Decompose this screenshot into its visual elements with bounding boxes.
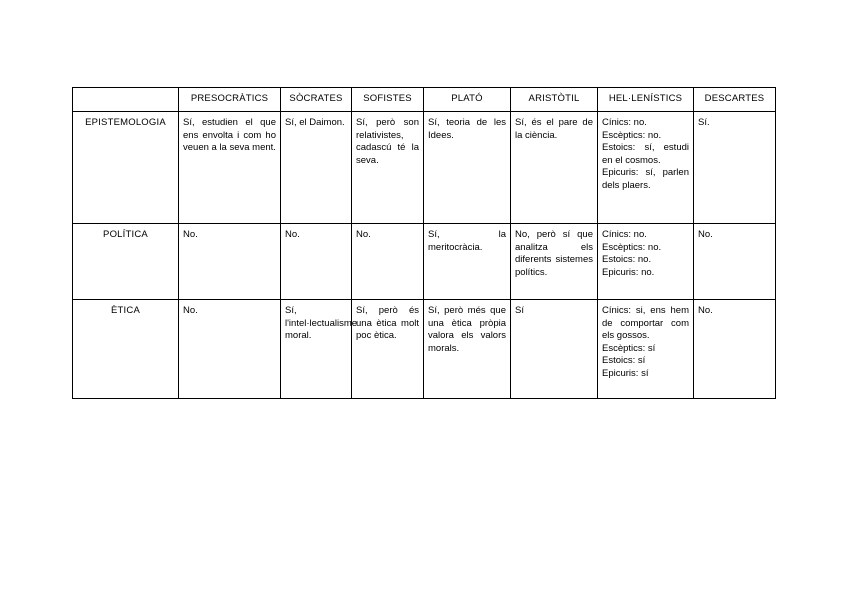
cell-text: Cínics: no. xyxy=(602,117,647,128)
header-cell-empty xyxy=(73,88,179,112)
table-cell xyxy=(424,300,511,399)
cell-text: Epicuris: sí xyxy=(602,367,649,379)
table-row xyxy=(73,300,776,399)
cell-text: Sí, l'intel·lectualisme moral. xyxy=(285,305,358,341)
table-cell xyxy=(694,112,776,224)
table-cell xyxy=(179,112,281,224)
table-cell xyxy=(352,224,424,300)
cell-text: Escèptics: sí xyxy=(602,342,656,354)
table-cell xyxy=(598,224,694,300)
header-cell: SOFISTES xyxy=(352,88,424,112)
table-row xyxy=(73,112,776,224)
row-label: ÈTICA xyxy=(73,300,179,399)
cell-text: No. xyxy=(183,305,198,316)
cell-text: No. xyxy=(698,305,713,316)
cell-text: Estoics: sí, estudi en el cosmos. xyxy=(602,142,689,166)
table-row xyxy=(73,224,776,300)
table-cell xyxy=(511,300,598,399)
header-cell: HEL·LENÍSTICS xyxy=(598,88,694,112)
table-cell xyxy=(281,112,352,224)
cell-text: No. xyxy=(698,229,713,240)
header-cell: PLATÓ xyxy=(424,88,511,112)
row-label: POLÍTICA xyxy=(73,224,179,300)
table-cell xyxy=(598,112,694,224)
cell-text: Sí. xyxy=(698,117,710,128)
table-cell xyxy=(694,300,776,399)
cell-text: Sí, teoria de les Idees. xyxy=(428,117,506,141)
cell-text: Estoics: no. xyxy=(602,254,652,265)
cell-text: Estoics: sí xyxy=(602,355,646,366)
row-label: EPISTEMOLOGIA xyxy=(73,112,179,224)
cell-text: Epicuris: no. xyxy=(602,266,655,278)
table-cell xyxy=(179,300,281,399)
table-cell xyxy=(598,300,694,399)
cell-text: Escèptics: no. xyxy=(602,241,662,253)
table-cell xyxy=(352,300,424,399)
header-cell: SÒCRATES xyxy=(281,88,352,112)
table-cell xyxy=(694,224,776,300)
header-cell: PRESOCRÀTICS xyxy=(179,88,281,112)
table-header-row xyxy=(73,88,776,112)
cell-text: No. xyxy=(285,229,300,240)
cell-text: Sí, és el pare de la ciència. xyxy=(515,117,593,141)
table-cell xyxy=(281,300,358,399)
table-cell xyxy=(424,224,511,300)
cell-text: Cínics: si, ens hem de comportar com els gossos. xyxy=(602,305,689,341)
table-cell xyxy=(511,224,598,300)
cell-text: Sí xyxy=(515,305,524,316)
table-cell xyxy=(424,112,511,224)
cell-text: Sí, però és una ètica molt poc ètica. xyxy=(356,305,419,341)
philosophy-comparison-table xyxy=(72,87,776,399)
cell-text: Sí, però son relativistes, cadascú té la seva. xyxy=(356,117,419,166)
cell-text: Sí, però més que una ètica pròpia valora els valors morals. xyxy=(428,305,506,354)
cell-text: No, però sí que analitza els diferents sistemes polítics. xyxy=(515,229,593,278)
cell-text: Sí, estudien el que ens envolta i com ho veuen a la seva ment. xyxy=(183,117,276,153)
header-cell: ARISTÒTIL xyxy=(511,88,598,112)
table-cell xyxy=(179,224,281,300)
cell-text: Escèptics: no. xyxy=(602,129,662,141)
cell-text: Sí, el Daimon. xyxy=(285,117,345,128)
cell-text: Epicuris: sí, parlen dels plaers. xyxy=(602,167,689,191)
cell-text: Sí, la meritocràcia. xyxy=(428,229,506,253)
table-cell xyxy=(511,112,598,224)
table-cell xyxy=(281,224,352,300)
table-cell xyxy=(352,112,424,224)
header-cell: DESCARTES xyxy=(694,88,776,112)
cell-text: No. xyxy=(356,229,371,240)
cell-text: No. xyxy=(183,229,198,240)
cell-text: Cínics: no. xyxy=(602,229,647,240)
